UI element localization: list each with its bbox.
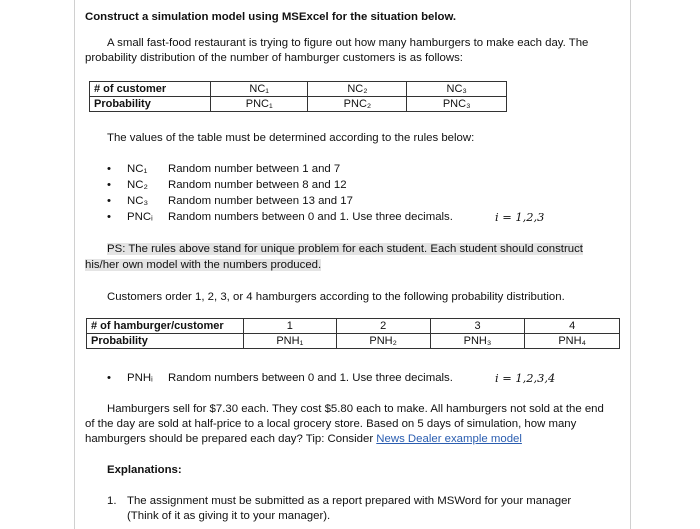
bullet-icon: • (107, 179, 111, 191)
explanations-heading: Explanations: (107, 464, 182, 476)
table-row (87, 334, 620, 349)
table-row (90, 82, 507, 97)
bullet-icon: • (107, 372, 111, 384)
table-cell: PNC₂ (308, 97, 407, 112)
news-dealer-example-link[interactable]: News Dealer example model (376, 433, 522, 445)
customer-count-header: # of customer (90, 82, 211, 97)
table-cell: PNH₄ (525, 334, 620, 349)
order-intro: Customers order 1, 2, 3, or 4 hamburgers according to the following probability distribution. (107, 291, 565, 303)
table-cell: NC₁ (211, 82, 308, 97)
document-title: Construct a simulation model using MSExcel for the situation below. (85, 11, 457, 23)
ps-note-highlight: his/her own model with the numbers produced. (85, 259, 322, 271)
rule-key: NC₁ (127, 163, 148, 175)
rules-index: i = 1,2,3 (495, 210, 545, 224)
page-border-left (74, 0, 75, 529)
bullet-icon: • (107, 163, 111, 175)
rule-key: PNCᵢ (127, 211, 153, 223)
sell-line-3 (85, 432, 522, 447)
hamburger-count-header: # of hamburger/customer (87, 319, 244, 334)
pnh-index: i = 1,2,3,4 (495, 371, 556, 385)
rule-key: NC₂ (127, 179, 148, 191)
table-cell: NC₂ (308, 82, 407, 97)
bullet-icon: • (107, 195, 111, 207)
rule-text: Random number between 13 and 17 (168, 195, 353, 207)
table-cell: PNH₃ (430, 334, 525, 349)
rule-key: NC₃ (127, 195, 149, 207)
table-row (90, 97, 507, 112)
table-cell: PNH₂ (336, 334, 430, 349)
rule-text: Random number between 8 and 12 (168, 179, 347, 191)
list-item (107, 194, 587, 209)
rule-text: Random numbers between 0 and 1. Use three decimals. (168, 211, 453, 223)
table-cell: NC₃ (407, 82, 507, 97)
sell-line-1: Hamburgers sell for $7.30 each. They cost $5.80 each to make. All hamburgers not sold at the end (107, 403, 604, 415)
ps-note-highlight: PS: The rules above stand for unique problem for each student. Each student should construct (107, 243, 583, 255)
probability-header: Probability (90, 97, 211, 112)
intro-line-2: probability distribution of the number of hamburger customers is as follows: (85, 52, 463, 64)
list-item (107, 494, 617, 525)
hamburger-distribution-table (86, 318, 620, 349)
intro-line-1: A small fast-food restaurant is trying to figure out how many hamburgers to make each day. The (107, 37, 589, 49)
list-item-number: 1. (107, 495, 117, 507)
list-item (107, 178, 587, 193)
table-cell: PNC₃ (407, 97, 507, 112)
tip-text: hamburgers should be prepared each day? Tip: Consider (85, 433, 377, 445)
rule-key: PNHᵢ (127, 372, 153, 384)
list-item (107, 162, 587, 177)
table-row (87, 319, 620, 334)
ps-line-1 (107, 242, 583, 257)
rule-text: Random numbers between 0 and 1. Use three decimals. (168, 372, 453, 384)
table-cell: 2 (336, 319, 430, 334)
customer-distribution-table (89, 81, 507, 112)
rules-intro: The values of the table must be determined according to the rules below: (107, 132, 475, 144)
sell-line-2: of the day are sold at half-price to a local grocery store. Based on 5 days of simulation, how many (85, 418, 577, 430)
bullet-icon: • (107, 211, 111, 223)
probability-header: Probability (87, 334, 244, 349)
table-cell: 4 (525, 319, 620, 334)
explanation-line-1: The assignment must be submitted as a report prepared with MSWord for your manager (127, 495, 572, 507)
rule-text: Random number between 1 and 7 (168, 163, 341, 175)
table-cell: 1 (244, 319, 337, 334)
page-border-right (630, 0, 631, 529)
ps-line-2 (85, 258, 321, 273)
explanation-line-2: (Think of it as giving it to your manager). (127, 510, 331, 522)
table-cell: PNC₁ (211, 97, 308, 112)
table-cell: PNH₁ (244, 334, 337, 349)
table-cell: 3 (430, 319, 525, 334)
